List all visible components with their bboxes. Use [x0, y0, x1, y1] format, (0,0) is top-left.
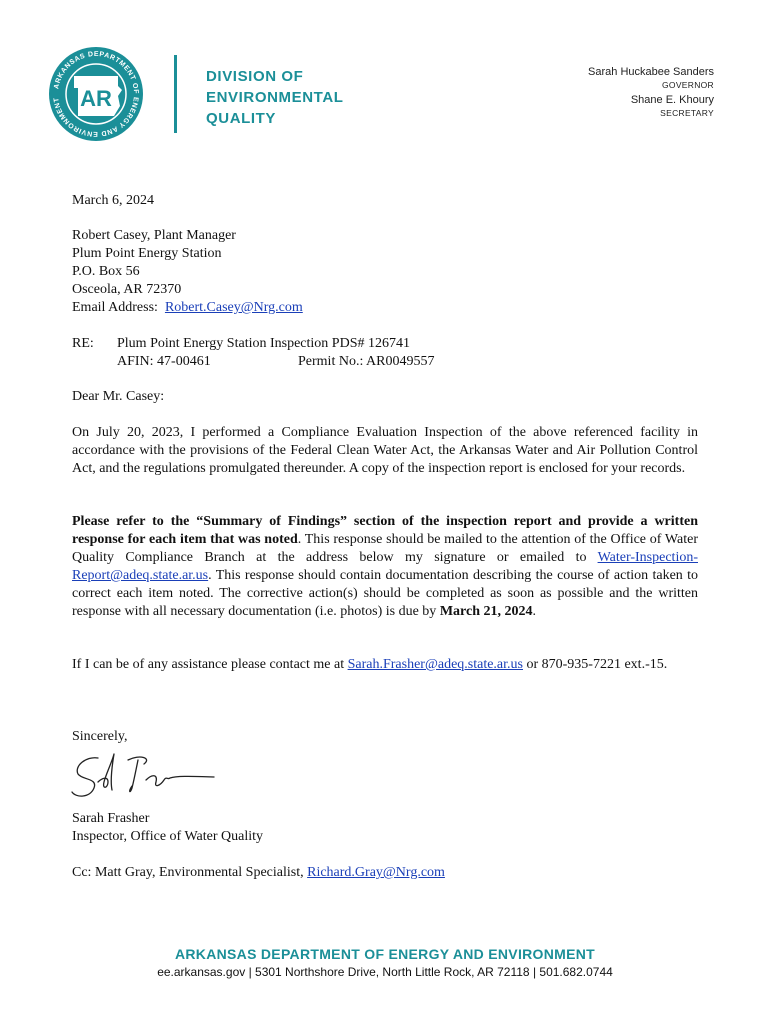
division-line-1: DIVISION OF	[206, 68, 304, 85]
recipient-name-title: Robert Casey, Plant Manager	[72, 228, 236, 243]
signer-name: Sarah Frasher	[72, 811, 150, 826]
division-line-3: QUALITY	[206, 110, 277, 127]
officials-block	[514, 66, 714, 118]
paragraph-inspection: On July 20, 2023, I performed a Compliance Evaluation Inspection of the above referenced facility in accordance with the provisions of the Federal Clean Water Act, the Arkansas Water and Air Pollution Control Act, and the regulations promulgated thereunder. A copy of the inspection report is enclosed for your records.	[72, 425, 698, 476]
secretary-name: Shane E. Khoury	[630, 94, 714, 106]
footer-contact: ee.arkansas.gov | 5301 Northshore Drive, North Little Rock, AR 72118 | 501.682.0744	[157, 965, 613, 979]
signature-graphic	[68, 748, 218, 806]
division-title	[206, 66, 344, 129]
signer-block	[72, 810, 263, 846]
inspector-email-link[interactable]: Sarah.Frasher@adeq.state.ar.us	[347, 657, 523, 672]
response-request-bold: Please refer to the “Summary of Findings” section of the inspection report and provide a written response for each item that was noted	[72, 514, 698, 547]
handwritten-signature	[68, 748, 218, 806]
cc-text: Cc: Matt Gray, Environmental Specialist,	[72, 865, 308, 880]
cc-line	[72, 864, 445, 882]
contact-text-a: If I can be of any assistance please contact me at	[72, 657, 348, 672]
recipient-po-box: P.O. Box 56	[72, 264, 140, 279]
re-label: RE:	[72, 336, 94, 351]
seal-ring-text: ARKANSAS DEPARTMENT OF ENERGY AND ENVIRONMENT	[53, 50, 140, 138]
due-date: March 21, 2024	[439, 604, 533, 619]
governor-name: Sarah Huckabee Sanders	[588, 66, 714, 78]
recipient-email-link[interactable]: Robert.Casey@Nrg.com	[164, 300, 303, 315]
header-divider	[174, 55, 177, 133]
paragraph-contact	[72, 656, 698, 674]
footer-org: ARKANSAS DEPARTMENT OF ENERGY AND ENVIRONMENT	[174, 946, 596, 962]
contact-text-b: or 870-935-7221 ext.-15.	[522, 657, 668, 672]
paragraph-response-request	[72, 513, 698, 621]
email-label: Email Address:	[72, 300, 158, 315]
recipient-company: Plum Point Energy Station	[72, 246, 222, 261]
seal-graphic	[48, 46, 144, 142]
cc-email-link[interactable]: Richard.Gray@Nrg.com	[307, 865, 445, 880]
closing: Sincerely,	[72, 729, 128, 744]
recipient-block	[72, 227, 303, 317]
response-text-b: . This response should contain documentation describing the course of action taken to correct each item noted. The corrective action(s) should be completed as soon as possible and the written response with all necessary documentation (i.e. photos) is due by	[72, 568, 698, 619]
secretary-title: SECRETARY	[660, 108, 714, 118]
signer-title: Inspector, Office of Water Quality	[72, 829, 264, 844]
seal-initials: AR	[80, 86, 112, 111]
salutation: Dear Mr. Casey:	[72, 389, 165, 404]
re-permit: Permit No.: AR0049557	[298, 354, 435, 369]
letter-date: March 6, 2024	[72, 193, 155, 208]
response-text-a: . This response should be mailed to the attention of the Office of Water Quality Compliance Branch at the address below my signature or emailed to	[72, 532, 698, 565]
recipient-city: Osceola, AR 72370	[72, 282, 182, 297]
re-afin: AFIN: 47-00461	[117, 354, 211, 369]
inspection-report-email-link[interactable]: Water-Inspection-Report@adeq.state.ar.us	[72, 550, 698, 583]
division-line-2: ENVIRONMENTAL	[206, 89, 344, 106]
response-text-c: .	[532, 604, 536, 619]
recipient-email-line	[72, 299, 303, 317]
re-line-1: Plum Point Energy Station Inspection PDS# 126741	[117, 336, 410, 351]
agency-seal	[48, 46, 144, 142]
governor-title: GOVERNOR	[662, 80, 714, 90]
